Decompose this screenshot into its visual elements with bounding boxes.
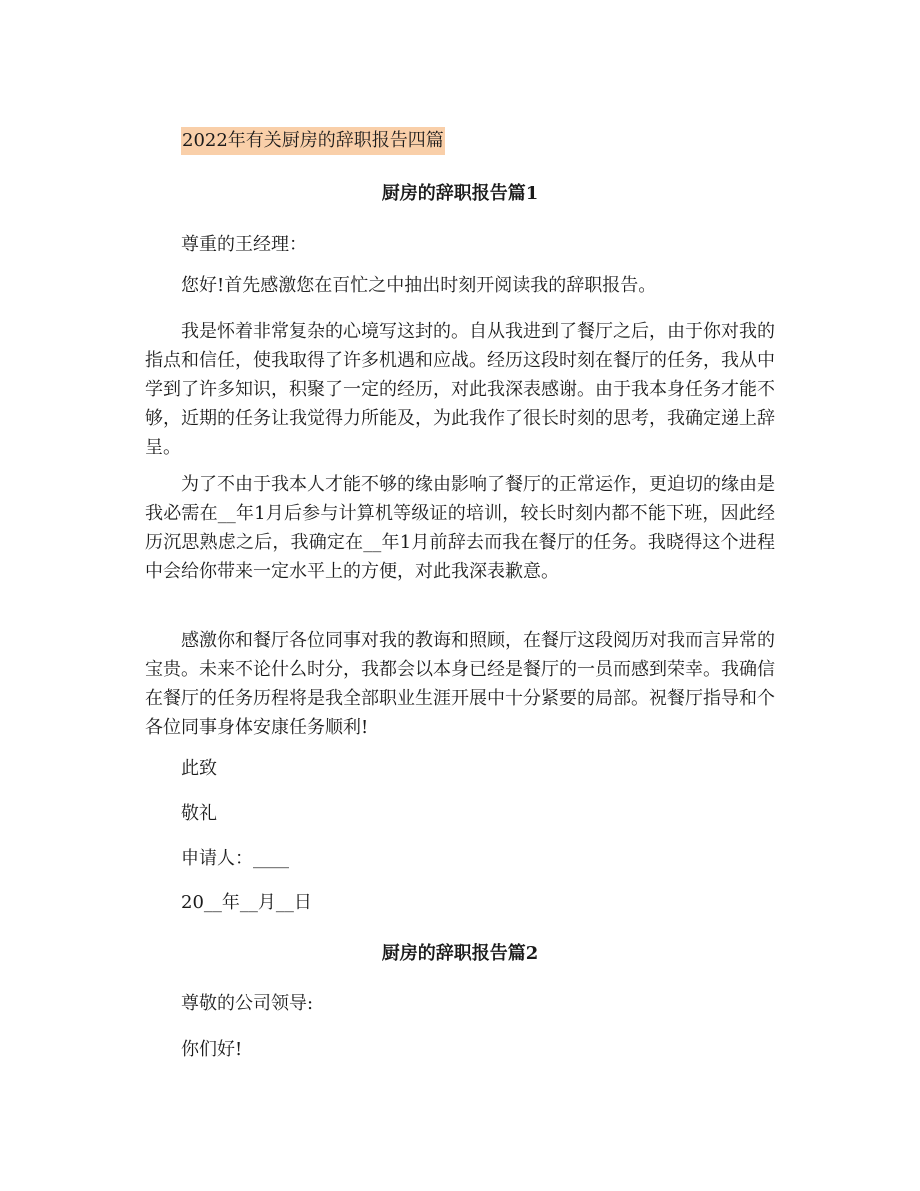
closing-regards: 此致: [181, 758, 217, 779]
body-paragraph-1: 我是怀着非常复杂的心境写这封的。自从我进到了餐厅之后，由于你对我的指点和信任，使我取得了许多机遇和应战。经历这段时刻在餐厅的任务，我从中学到了许多知识，积聚了一定的经历，对此我深表感谢。由于我本身任务才能不够，近期的任务让我觉得力所能及，为此我作了很长时刻的思考，我确定递上辞呈。: [145, 321, 775, 458]
body-paragraph-2: 为了不由于我本人才能不够的缘由影响了餐厅的正常运作，更迫切的缘由是我必需在__年1月后参与计算机等级证的培训，较长时刻内都不能下班，因此经历沉思熟虑之后，我确定在__年1月前辞去而我在餐厅的任务。我晓得这个进程中会给你带来一定水平上的方便，对此我深表歉意。: [145, 474, 775, 582]
salutation-1: 尊重的王经理：: [181, 234, 307, 255]
document-title: 2022年有关厨房的辞职报告四篇: [181, 127, 445, 155]
applicant-line: 申请人：____: [181, 848, 289, 869]
closing-salute: 敬礼: [181, 803, 217, 824]
greeting-2: 你们好!: [181, 1039, 243, 1060]
section-heading-2: 厨房的辞职报告篇2: [381, 943, 539, 964]
body-paragraph-3: 感激你和餐厅各位同事对我的教诲和照顾，在餐厅这段阅历对我而言异常的宝贵。未来不论什么时分，我都会以本身已经是餐厅的一员而感到荣幸。我确信在餐厅的任务历程将是我全部职业生涯开展中十分紧要的局部。祝餐厅指导和个各位同事身体安康任务顺利!: [145, 630, 775, 738]
salutation-2: 尊敬的公司领导:: [181, 993, 314, 1014]
greeting-1: 您好!首先感激您在百忙之中抽出时刻开阅读我的辞职报告。: [181, 275, 657, 296]
date-line: 20__年__月__日: [181, 892, 312, 913]
section-heading-1: 厨房的辞职报告篇1: [381, 183, 539, 204]
